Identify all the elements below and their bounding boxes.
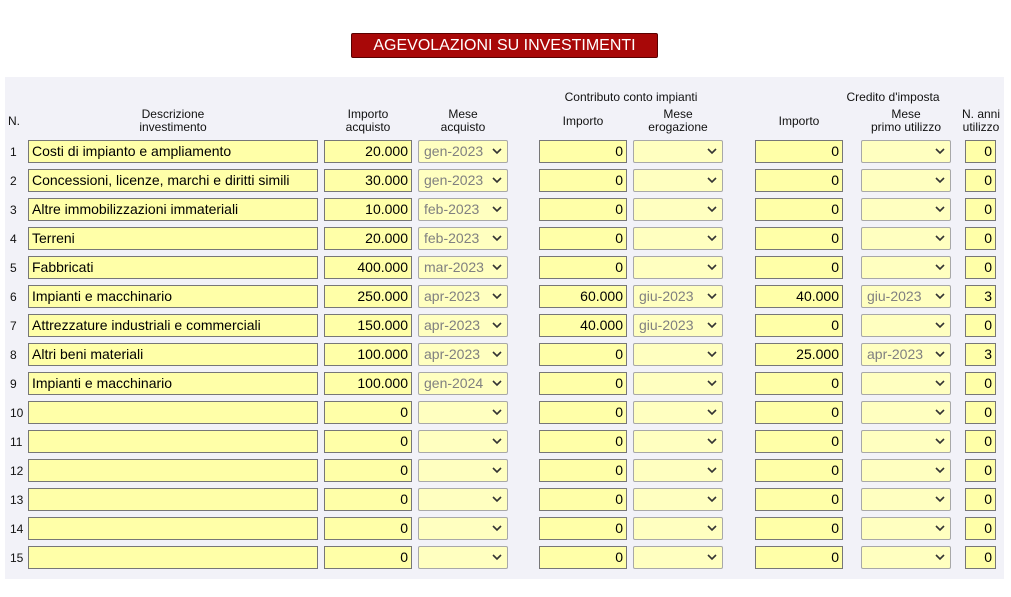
contributo-importo-input[interactable]: 0 xyxy=(539,227,627,250)
descrizione-input[interactable] xyxy=(28,401,318,424)
mese-acquisto-select[interactable] xyxy=(418,169,508,192)
contributo-importo-input[interactable]: 0 xyxy=(539,459,627,482)
table-row xyxy=(0,140,1011,163)
row-number: 7 xyxy=(10,319,17,333)
header-credito-importo: Importo xyxy=(778,114,820,128)
contributo-importo-input[interactable]: 0 xyxy=(539,401,627,424)
mese-acquisto-select[interactable] xyxy=(418,401,508,424)
mese-primo-utilizzo-select[interactable] xyxy=(861,169,951,192)
contributo-group-header: Contributo conto impianti xyxy=(564,90,698,104)
mese-erogazione-select[interactable] xyxy=(633,285,723,308)
descrizione-input[interactable] xyxy=(28,430,318,453)
chevron-down-icon xyxy=(706,407,718,417)
importo-acquisto-input[interactable]: 100.000 xyxy=(324,343,412,366)
mese-primo-utilizzo-select[interactable] xyxy=(861,517,951,540)
credito-importo-input[interactable]: 0 xyxy=(755,198,843,221)
chevron-down-icon xyxy=(706,175,718,185)
mese-acquisto-value: feb-2023 xyxy=(424,201,480,217)
mese-acquisto-value: gen-2023 xyxy=(424,143,484,159)
importo-acquisto-input[interactable]: 0 xyxy=(324,401,412,424)
chevron-down-icon xyxy=(934,291,946,301)
header-mese-primo-line2: primo utilizzo xyxy=(870,120,942,134)
chevron-down-icon xyxy=(934,146,946,156)
descrizione-input[interactable] xyxy=(28,488,318,511)
mese-primo-utilizzo-select[interactable] xyxy=(861,314,951,337)
chevron-down-icon xyxy=(934,262,946,272)
mese-primo-utilizzo-value: apr-2023 xyxy=(867,346,924,362)
credito-importo-input[interactable]: 0 xyxy=(755,401,843,424)
chevron-down-icon xyxy=(491,552,503,562)
table-row xyxy=(0,546,1011,569)
credito-importo-input[interactable]: 0 xyxy=(755,372,843,395)
credito-importo-input[interactable]: 0 xyxy=(755,488,843,511)
row-number: 1 xyxy=(10,145,17,159)
mese-primo-utilizzo-select[interactable] xyxy=(861,459,951,482)
anni-utilizzo-input[interactable]: 0 xyxy=(965,314,996,337)
contributo-importo-input[interactable]: 0 xyxy=(539,140,627,163)
contributo-importo-input[interactable]: 0 xyxy=(539,488,627,511)
row-number: 6 xyxy=(10,290,17,304)
mese-acquisto-value: feb-2023 xyxy=(424,230,480,246)
row-number: 11 xyxy=(10,435,23,449)
descrizione-input[interactable]: Terreni xyxy=(28,227,318,250)
mese-acquisto-select[interactable] xyxy=(418,227,508,250)
mese-primo-utilizzo-select[interactable] xyxy=(861,546,951,569)
contributo-importo-input[interactable]: 0 xyxy=(539,343,627,366)
mese-acquisto-value: apr-2023 xyxy=(424,288,481,304)
mese-primo-utilizzo-select[interactable] xyxy=(861,227,951,250)
credito-importo-input[interactable]: 0 xyxy=(755,314,843,337)
descrizione-input[interactable]: Altri beni materiali xyxy=(28,343,318,366)
contributo-importo-input[interactable]: 0 xyxy=(539,372,627,395)
contributo-importo-input[interactable]: 0 xyxy=(539,198,627,221)
chevron-down-icon xyxy=(706,291,718,301)
row-number: 9 xyxy=(10,377,17,391)
mese-erogazione-select[interactable] xyxy=(633,488,723,511)
importo-acquisto-input[interactable]: 0 xyxy=(324,459,412,482)
contributo-importo-input[interactable]: 0 xyxy=(539,517,627,540)
chevron-down-icon xyxy=(934,407,946,417)
mese-acquisto-value: gen-2024 xyxy=(424,375,484,391)
header-n: N. xyxy=(8,114,20,128)
mese-erogazione-select[interactable] xyxy=(633,227,723,250)
anni-utilizzo-input[interactable]: 0 xyxy=(965,198,996,221)
row-number: 4 xyxy=(10,232,17,246)
row-number: 15 xyxy=(10,551,24,565)
chevron-down-icon xyxy=(706,349,718,359)
chevron-down-icon xyxy=(491,378,503,388)
importo-acquisto-input[interactable]: 20.000 xyxy=(324,227,412,250)
credito-importo-input[interactable]: 0 xyxy=(755,227,843,250)
contributo-importo-input[interactable]: 60.000 xyxy=(539,285,627,308)
anni-utilizzo-input[interactable]: 0 xyxy=(965,256,996,279)
mese-primo-utilizzo-value: giu-2023 xyxy=(867,288,922,304)
chevron-down-icon xyxy=(491,465,503,475)
credito-importo-input[interactable]: 0 xyxy=(755,517,843,540)
chevron-down-icon xyxy=(491,291,503,301)
chevron-down-icon xyxy=(491,262,503,272)
mese-erogazione-value: giu-2023 xyxy=(639,288,694,304)
anni-utilizzo-input[interactable]: 3 xyxy=(965,285,996,308)
mese-acquisto-select[interactable] xyxy=(418,314,508,337)
descrizione-input[interactable]: Fabbricati xyxy=(28,256,318,279)
contributo-importo-input[interactable]: 0 xyxy=(539,169,627,192)
mese-erogazione-select[interactable] xyxy=(633,256,723,279)
anni-utilizzo-input[interactable]: 0 xyxy=(965,140,996,163)
importo-acquisto-input[interactable]: 250.000 xyxy=(324,285,412,308)
chevron-down-icon xyxy=(491,146,503,156)
table-row xyxy=(0,169,1011,192)
mese-acquisto-select[interactable] xyxy=(418,488,508,511)
table-row xyxy=(0,430,1011,453)
anni-utilizzo-input[interactable]: 0 xyxy=(965,517,996,540)
chevron-down-icon xyxy=(491,494,503,504)
header-mese-primo-utilizzo xyxy=(861,108,951,134)
descrizione-input[interactable]: Altre immobilizzazioni immateriali xyxy=(28,198,318,221)
credito-importo-input[interactable]: 0 xyxy=(755,169,843,192)
descrizione-input[interactable]: Costi di impianto e ampliamento xyxy=(28,140,318,163)
mese-acquisto-select[interactable] xyxy=(418,372,508,395)
mese-erogazione-select[interactable] xyxy=(633,517,723,540)
descrizione-input[interactable]: Impianti e macchinario xyxy=(28,372,318,395)
chevron-down-icon xyxy=(491,349,503,359)
chevron-down-icon xyxy=(934,523,946,533)
anni-utilizzo-input[interactable]: 0 xyxy=(965,430,996,453)
mese-acquisto-select[interactable] xyxy=(418,430,508,453)
chevron-down-icon xyxy=(706,523,718,533)
header-mese-erogazione-line2: erogazione xyxy=(648,120,708,134)
row-number: 2 xyxy=(10,174,17,188)
chevron-down-icon xyxy=(706,494,718,504)
credito-importo-input[interactable]: 25.000 xyxy=(755,343,843,366)
chevron-down-icon xyxy=(706,465,718,475)
table-row xyxy=(0,517,1011,540)
mese-erogazione-select[interactable] xyxy=(633,140,723,163)
mese-acquisto-select[interactable] xyxy=(418,517,508,540)
row-number: 12 xyxy=(10,464,24,478)
chevron-down-icon xyxy=(934,436,946,446)
table-row xyxy=(0,314,1011,337)
chevron-down-icon xyxy=(491,204,503,214)
header-contributo-importo: Importo xyxy=(562,114,604,128)
chevron-down-icon xyxy=(706,378,718,388)
header-mese-erogazione-line1: Mese xyxy=(663,107,693,121)
mese-acquisto-select[interactable] xyxy=(418,546,508,569)
descrizione-input[interactable]: Attrezzature industriali e commerciali xyxy=(28,314,318,337)
row-number: 10 xyxy=(10,406,24,420)
mese-acquisto-value: apr-2023 xyxy=(424,317,481,333)
importo-acquisto-input[interactable]: 0 xyxy=(324,546,412,569)
contributo-importo-input[interactable]: 0 xyxy=(539,430,627,453)
importo-acquisto-input[interactable]: 30.000 xyxy=(324,169,412,192)
header-mese-acquisto-line2: acquisto xyxy=(440,120,486,134)
row-number: 3 xyxy=(10,203,17,217)
chevron-down-icon xyxy=(934,349,946,359)
chevron-down-icon xyxy=(934,465,946,475)
chevron-down-icon xyxy=(706,146,718,156)
mese-primo-utilizzo-select[interactable] xyxy=(861,488,951,511)
mese-primo-utilizzo-select[interactable] xyxy=(861,285,951,308)
chevron-down-icon xyxy=(706,320,718,330)
chevron-down-icon xyxy=(706,233,718,243)
header-importo-acquisto-line1: Importo xyxy=(347,107,389,121)
importo-acquisto-input[interactable]: 400.000 xyxy=(324,256,412,279)
credito-importo-input[interactable]: 0 xyxy=(755,430,843,453)
mese-primo-utilizzo-select[interactable] xyxy=(861,401,951,424)
chevron-down-icon xyxy=(491,320,503,330)
mese-primo-utilizzo-select[interactable] xyxy=(861,343,951,366)
header-descrizione-line1: Descrizione xyxy=(141,107,205,121)
row-number: 8 xyxy=(10,348,17,362)
importo-acquisto-input[interactable]: 10.000 xyxy=(324,198,412,221)
table-row xyxy=(0,198,1011,221)
mese-primo-utilizzo-select[interactable] xyxy=(861,372,951,395)
chevron-down-icon xyxy=(706,552,718,562)
chevron-down-icon xyxy=(706,204,718,214)
mese-erogazione-select[interactable] xyxy=(633,343,723,366)
chevron-down-icon xyxy=(491,407,503,417)
chevron-down-icon xyxy=(934,175,946,185)
mese-primo-utilizzo-select[interactable] xyxy=(861,140,951,163)
mese-erogazione-select[interactable] xyxy=(633,372,723,395)
credito-importo-input[interactable]: 0 xyxy=(755,459,843,482)
header-mese-acquisto-line1: Mese xyxy=(448,107,478,121)
header-descrizione xyxy=(113,108,233,134)
table-row xyxy=(0,488,1011,511)
mese-acquisto-select[interactable] xyxy=(418,198,508,221)
row-number: 13 xyxy=(10,493,24,507)
header-mese-erogazione xyxy=(638,108,718,134)
importo-acquisto-input[interactable]: 0 xyxy=(324,517,412,540)
anni-utilizzo-input[interactable]: 0 xyxy=(965,488,996,511)
mese-erogazione-select[interactable] xyxy=(633,430,723,453)
header-mese-acquisto xyxy=(423,108,503,134)
credito-importo-input[interactable]: 0 xyxy=(755,546,843,569)
chevron-down-icon xyxy=(706,436,718,446)
chevron-down-icon xyxy=(934,552,946,562)
importo-acquisto-input[interactable]: 0 xyxy=(324,488,412,511)
anni-utilizzo-input[interactable]: 0 xyxy=(965,372,996,395)
credito-group-header: Credito d'imposta xyxy=(846,90,940,104)
table-row xyxy=(0,227,1011,250)
table-row xyxy=(0,343,1011,366)
table-row xyxy=(0,372,1011,395)
mese-acquisto-select[interactable] xyxy=(418,343,508,366)
header-descrizione-line2: investimento xyxy=(139,120,207,134)
chevron-down-icon xyxy=(491,436,503,446)
anni-utilizzo-input[interactable]: 0 xyxy=(965,546,996,569)
header-anni-utilizzo xyxy=(956,108,1006,134)
table-row xyxy=(0,401,1011,424)
mese-erogazione-select[interactable] xyxy=(633,198,723,221)
table-row xyxy=(0,459,1011,482)
mese-acquisto-value: mar-2023 xyxy=(424,259,484,275)
chevron-down-icon xyxy=(934,233,946,243)
mese-erogazione-select[interactable] xyxy=(633,314,723,337)
anni-utilizzo-input[interactable]: 0 xyxy=(965,169,996,192)
mese-acquisto-select[interactable] xyxy=(418,140,508,163)
chevron-down-icon xyxy=(934,204,946,214)
descrizione-input[interactable] xyxy=(28,459,318,482)
mese-erogazione-select[interactable] xyxy=(633,546,723,569)
mese-acquisto-value: apr-2023 xyxy=(424,346,481,362)
anni-utilizzo-input[interactable]: 0 xyxy=(965,459,996,482)
mese-acquisto-value: gen-2023 xyxy=(424,172,484,188)
page-title-button[interactable]: AGEVOLAZIONI SU INVESTIMENTI xyxy=(351,33,658,58)
chevron-down-icon xyxy=(934,320,946,330)
chevron-down-icon xyxy=(934,494,946,504)
chevron-down-icon xyxy=(934,378,946,388)
credito-importo-input[interactable]: 0 xyxy=(755,140,843,163)
anni-utilizzo-input[interactable]: 0 xyxy=(965,401,996,424)
importo-acquisto-input[interactable]: 20.000 xyxy=(324,140,412,163)
chevron-down-icon xyxy=(491,233,503,243)
table-row xyxy=(0,285,1011,308)
header-anni-line1: N. anni xyxy=(961,107,1001,121)
credito-importo-input[interactable]: 40.000 xyxy=(755,285,843,308)
importo-acquisto-input[interactable]: 0 xyxy=(324,430,412,453)
mese-erogazione-select[interactable] xyxy=(633,401,723,424)
row-number: 14 xyxy=(10,522,24,536)
anni-utilizzo-input[interactable]: 3 xyxy=(965,343,996,366)
descrizione-input[interactable]: Concessioni, licenze, marchi e diritti simili xyxy=(28,169,318,192)
chevron-down-icon xyxy=(491,175,503,185)
importo-acquisto-input[interactable]: 100.000 xyxy=(324,372,412,395)
descrizione-input[interactable] xyxy=(28,517,318,540)
descrizione-input[interactable]: Impianti e macchinario xyxy=(28,285,318,308)
importo-acquisto-input[interactable]: 150.000 xyxy=(324,314,412,337)
mese-acquisto-select[interactable] xyxy=(418,285,508,308)
mese-erogazione-value: giu-2023 xyxy=(639,317,694,333)
header-importo-acquisto-line2: acquisto xyxy=(345,120,391,134)
mese-acquisto-select[interactable] xyxy=(418,256,508,279)
mese-erogazione-select[interactable] xyxy=(633,459,723,482)
header-anni-line2: utilizzo xyxy=(962,120,1000,134)
anni-utilizzo-input[interactable]: 0 xyxy=(965,227,996,250)
mese-acquisto-select[interactable] xyxy=(418,459,508,482)
contributo-importo-input[interactable]: 40.000 xyxy=(539,314,627,337)
chevron-down-icon xyxy=(706,262,718,272)
header-importo-acquisto xyxy=(328,108,408,134)
table-row xyxy=(0,256,1011,279)
header-mese-primo-line1: Mese xyxy=(891,107,921,121)
contributo-importo-input[interactable]: 0 xyxy=(539,546,627,569)
mese-erogazione-select[interactable] xyxy=(633,169,723,192)
descrizione-input[interactable] xyxy=(28,546,318,569)
contributo-importo-input[interactable]: 0 xyxy=(539,256,627,279)
mese-primo-utilizzo-select[interactable] xyxy=(861,256,951,279)
mese-primo-utilizzo-select[interactable] xyxy=(861,198,951,221)
row-number: 5 xyxy=(10,261,17,275)
credito-importo-input[interactable]: 0 xyxy=(755,256,843,279)
chevron-down-icon xyxy=(491,523,503,533)
mese-primo-utilizzo-select[interactable] xyxy=(861,430,951,453)
